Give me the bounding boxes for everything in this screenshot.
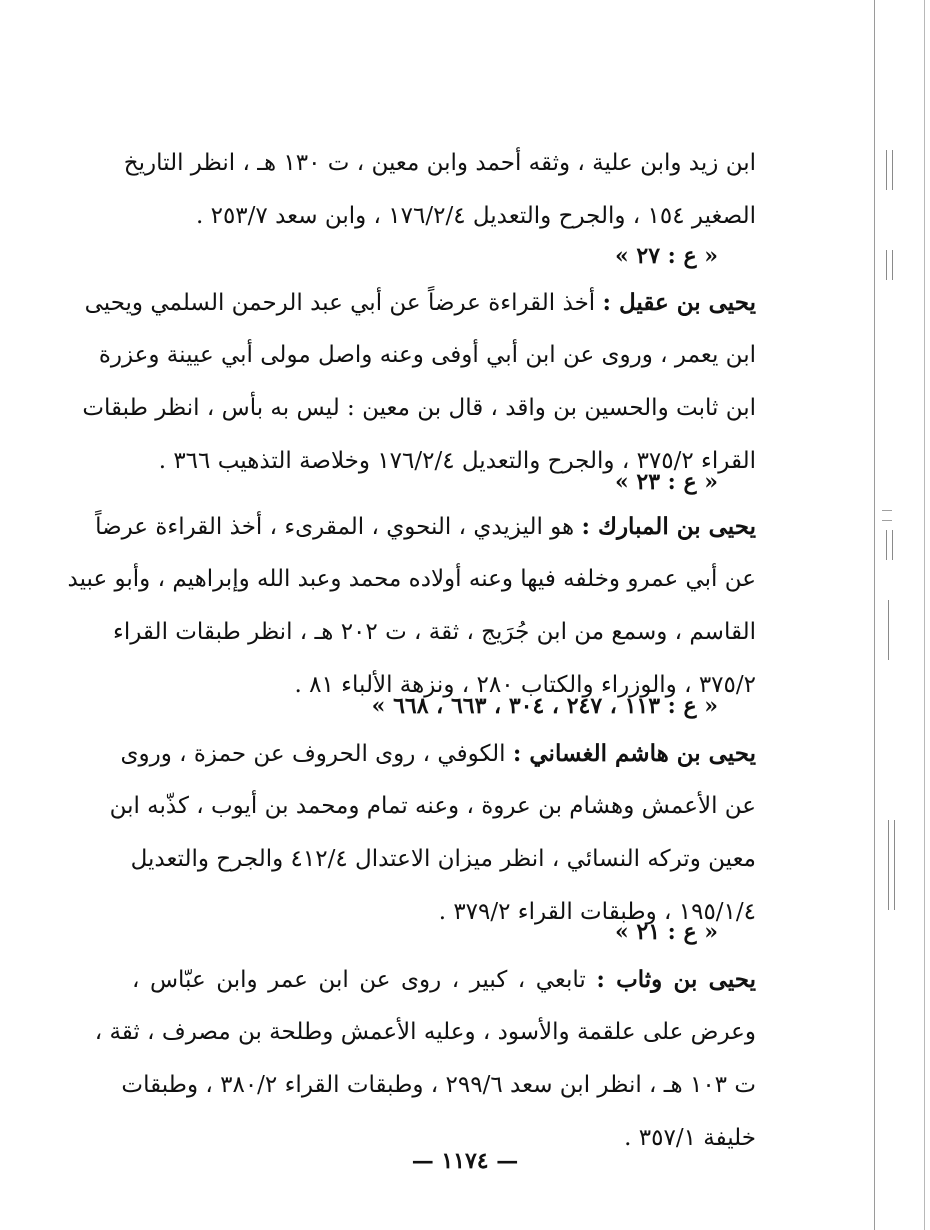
entry-line: معين وتركه النسائي ، انظر ميزان الاعتدال ٤١٢/٤ والجرح والتعديل xyxy=(130,846,756,872)
entry-2 xyxy=(82,276,756,488)
entry-line: الكوفي ، روى الحروف عن حمزة ، وروى xyxy=(120,741,506,767)
entry-line: ابن زيد وابن علية ، وثقه أحمد وابن معين ، ت ١٣٠ هـ ، انظر التاريخ xyxy=(123,150,756,176)
scan-edge xyxy=(868,0,930,1230)
entry-1 xyxy=(123,137,756,243)
entry-4 xyxy=(109,727,756,939)
entry-line: هو اليزيدي ، النحوي ، المقرىء ، أخذ القراءة عرضاً xyxy=(95,514,575,540)
page-number: — ١١٧٤ — xyxy=(411,1148,519,1174)
entry-line: عن الأعمش وهشام بن عروة ، وعنه تمام ومحمد بن أيوب ، كذّبه ابن xyxy=(109,793,756,819)
entry-line: ٣٧٥/٢ ، والوزراء والكتاب ٢٨٠ ، ونزهة الألباء ٨١ . xyxy=(294,672,756,698)
entry-3 xyxy=(67,500,756,712)
entry-headword: يحيى بن عقيل : xyxy=(602,289,756,316)
entry-line: وعرض على علقمة والأسود ، وعليه الأعمش وطلحة بن مصرف ، ثقة ، xyxy=(94,1019,756,1045)
entry-headword: يحيى بن المبارك : xyxy=(581,513,756,540)
entry-line: أخذ القراءة عرضاً عن أبي عبد الرحمن السلمي ويحيى xyxy=(84,290,596,316)
entry-line: عن أبي عمرو وخلفه فيها وعنه أولاده محمد وعبد الله وإبراهيم ، وأبو عبيد xyxy=(67,566,756,592)
entry-line: تابعي ، كبير ، روى عن ابن عمر وابن عبّاس ، xyxy=(132,967,586,993)
entry-5 xyxy=(94,953,757,1165)
entry-line: خليفة ٣٥٧/١ . xyxy=(624,1125,756,1151)
entry-line: القراء ٣٧٥/٢ ، والجرح والتعديل ١٧٦/٢/٤ وخلاصة التذهيب ٣٦٦ . xyxy=(158,448,756,474)
reference-marker: « ع : ٢٧ » xyxy=(614,243,718,269)
entry-line: ت ١٠٣ هـ ، انظر ابن سعد ٢٩٩/٦ ، وطبقات القراء ٣٨٠/٢ ، وطبقات xyxy=(121,1072,756,1098)
entry-line: القاسم ، وسمع من ابن جُرَيج ، ثقة ، ت ٢٠٢ هـ ، انظر طبقات القراء xyxy=(113,619,756,645)
entry-line: ١٩٥/١/٤ ، وطبقات القراء ٣٧٩/٢ . xyxy=(438,899,756,925)
entry-line: الصغير ١٥٤ ، والجرح والتعديل ١٧٦/٢/٤ ، وابن سعد ٢٥٣/٧ . xyxy=(195,203,756,229)
reference-marker: « ع : ١١٣ ، ٢٤٧ ، ٣٠٤ ، ٦٦٣ ، ٦٦٨ » xyxy=(371,693,718,719)
entry-headword: يحيى بن وثاب : xyxy=(596,966,757,993)
entry-first-line xyxy=(95,500,756,553)
reference-marker: « ع : ٢٣ » xyxy=(614,469,718,495)
reference-marker: « ع : ٢١ » xyxy=(614,919,718,945)
entry-first-line xyxy=(120,727,756,780)
entry-first-line xyxy=(84,276,756,329)
entry-line: ابن ثابت والحسين بن واقد ، قال بن معين : ليس به بأس ، انظر طبقات xyxy=(82,395,756,421)
entry-line: ابن يعمر ، وروى عن ابن أبي أوفى وعنه واصل مولى أبي عيينة وعزرة xyxy=(98,342,756,368)
entry-headword: يحيى بن هاشم الغساني : xyxy=(512,740,756,767)
entry-first-line xyxy=(132,953,756,1006)
